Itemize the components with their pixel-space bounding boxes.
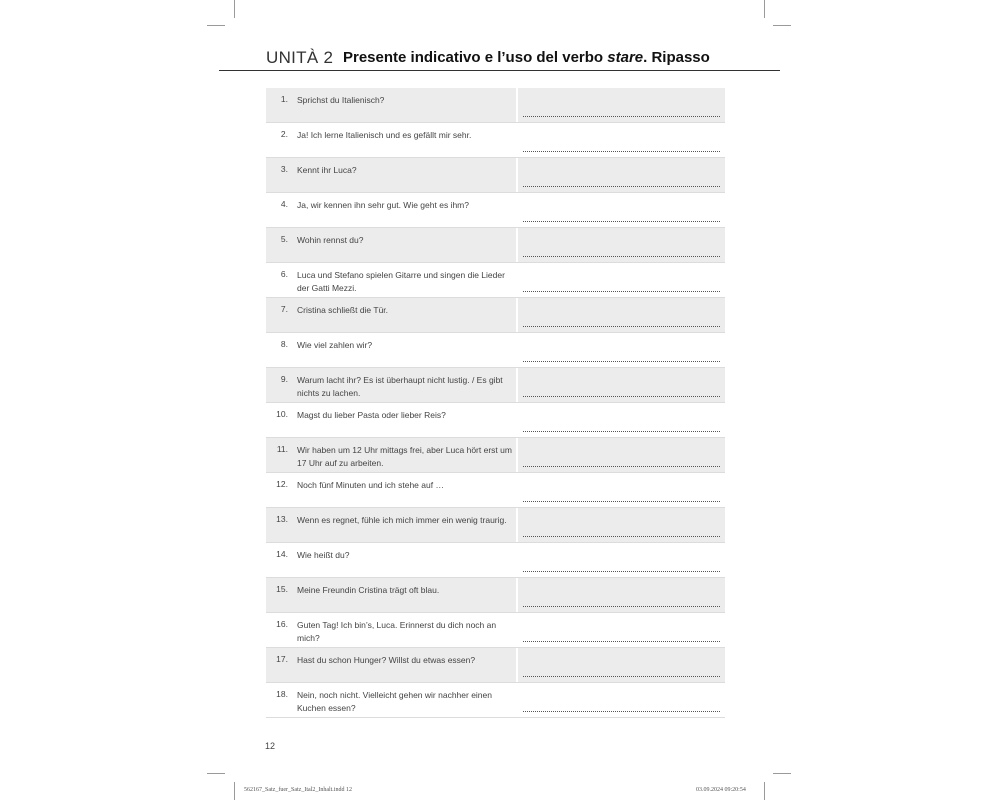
german-sentence: Wohin rennst du? bbox=[297, 235, 364, 245]
exercise-row bbox=[266, 228, 725, 263]
exercise-row bbox=[266, 88, 725, 123]
answer-line bbox=[523, 221, 720, 222]
item-number: 2. bbox=[280, 129, 288, 139]
german-sentence: Kennt ihr Luca? bbox=[297, 165, 357, 175]
german-sentence-cell bbox=[266, 508, 516, 542]
exercise-row bbox=[266, 263, 725, 298]
answer-field[interactable] bbox=[518, 298, 725, 332]
answer-field[interactable] bbox=[518, 543, 725, 577]
answer-field[interactable] bbox=[518, 613, 725, 647]
exercise-row bbox=[266, 438, 725, 473]
unit-label: UNITÀ 2 bbox=[266, 48, 334, 67]
crop-mark bbox=[773, 25, 791, 26]
answer-field[interactable] bbox=[518, 473, 725, 507]
german-sentence: Noch fünf Minuten und ich stehe auf … bbox=[297, 480, 444, 490]
answer-field[interactable] bbox=[518, 508, 725, 542]
title-part: . Ripasso bbox=[643, 49, 710, 66]
crop-mark bbox=[234, 782, 235, 800]
page-title bbox=[343, 49, 710, 66]
item-number: 14. bbox=[276, 549, 288, 559]
german-sentence-cell bbox=[266, 333, 516, 367]
exercise-row bbox=[266, 508, 725, 543]
exercise-row bbox=[266, 368, 725, 403]
item-number: 10. bbox=[276, 409, 288, 419]
answer-line bbox=[523, 116, 720, 117]
exercise-row bbox=[266, 333, 725, 368]
german-sentence-cell bbox=[266, 543, 516, 577]
exercise-row bbox=[266, 473, 725, 508]
exercise-row bbox=[266, 298, 725, 333]
answer-line bbox=[523, 186, 720, 187]
answer-line bbox=[523, 326, 720, 327]
german-sentence-cell bbox=[266, 403, 516, 437]
german-sentence-cell bbox=[266, 158, 516, 192]
german-sentence-cell bbox=[266, 88, 516, 122]
german-sentence: Nein, noch nicht. Vielleicht gehen wir nachher einen Kuchen essen? bbox=[297, 690, 492, 713]
german-sentence: Wenn es regnet, fühle ich mich immer ein wenig traurig. bbox=[297, 515, 507, 525]
exercise-row bbox=[266, 578, 725, 613]
exercise-table bbox=[266, 88, 725, 718]
exercise-row bbox=[266, 543, 725, 578]
crop-mark bbox=[234, 0, 235, 18]
title-part: Presente indicativo e l’uso del verbo bbox=[343, 49, 608, 66]
german-sentence: Hast du schon Hunger? Willst du etwas essen? bbox=[297, 655, 476, 665]
exercise-row bbox=[266, 193, 725, 228]
answer-line bbox=[523, 536, 720, 537]
answer-field[interactable] bbox=[518, 228, 725, 262]
answer-line bbox=[523, 571, 720, 572]
exercise-row bbox=[266, 158, 725, 193]
exercise-row bbox=[266, 403, 725, 438]
german-sentence: Warum lacht ihr? Es ist überhaupt nicht lustig. / Es gibt nichts zu lachen. bbox=[297, 375, 503, 398]
item-number: 5. bbox=[280, 234, 288, 244]
answer-line bbox=[523, 431, 720, 432]
answer-field[interactable] bbox=[518, 158, 725, 192]
answer-line bbox=[523, 466, 720, 467]
crop-mark bbox=[764, 782, 765, 800]
german-sentence-cell bbox=[266, 438, 516, 472]
german-sentence: Magst du lieber Pasta oder lieber Reis? bbox=[297, 410, 446, 420]
item-number: 9. bbox=[280, 374, 288, 384]
german-sentence-cell bbox=[266, 578, 516, 612]
crop-mark bbox=[764, 0, 765, 18]
item-number: 15. bbox=[276, 584, 288, 594]
answer-line bbox=[523, 676, 720, 677]
exercise-row bbox=[266, 683, 725, 718]
german-sentence-cell bbox=[266, 298, 516, 332]
german-sentence-cell bbox=[266, 368, 516, 402]
page-number: 12 bbox=[265, 741, 276, 751]
german-sentence-cell bbox=[266, 648, 516, 682]
footer-file-info: 562167_Satz_fuer_Satz_Ital2_Inhalt.indd 12 bbox=[244, 787, 352, 793]
german-sentence: Guten Tag! Ich bin’s, Luca. Erinnerst du dich noch an mich? bbox=[297, 620, 497, 643]
answer-field[interactable] bbox=[518, 403, 725, 437]
answer-field[interactable] bbox=[518, 263, 725, 297]
exercise-row bbox=[266, 613, 725, 648]
item-number: 3. bbox=[280, 164, 288, 174]
german-sentence: Luca und Stefano spielen Gitarre und singen die Lieder der Gatti Mezzi. bbox=[297, 270, 505, 293]
german-sentence-cell bbox=[266, 683, 516, 717]
answer-line bbox=[523, 291, 720, 292]
german-sentence: Sprichst du Italienisch? bbox=[297, 95, 385, 105]
german-sentence: Ja, wir kennen ihn sehr gut. Wie geht es ihm? bbox=[297, 200, 469, 210]
answer-field[interactable] bbox=[518, 648, 725, 682]
answer-line bbox=[523, 501, 720, 502]
answer-line bbox=[523, 711, 720, 712]
item-number: 4. bbox=[280, 199, 288, 209]
german-sentence: Wie viel zahlen wir? bbox=[297, 340, 373, 350]
answer-field[interactable] bbox=[518, 123, 725, 157]
item-number: 6. bbox=[280, 269, 288, 279]
german-sentence-cell bbox=[266, 263, 516, 297]
german-sentence-cell bbox=[266, 473, 516, 507]
crop-mark bbox=[207, 773, 225, 774]
german-sentence: Ja! Ich lerne Italienisch und es gefällt mir sehr. bbox=[297, 130, 472, 140]
page-header bbox=[219, 48, 780, 71]
item-number: 12. bbox=[276, 479, 288, 489]
answer-line bbox=[523, 361, 720, 362]
answer-field[interactable] bbox=[518, 683, 725, 717]
crop-mark bbox=[207, 25, 225, 26]
german-sentence-cell bbox=[266, 228, 516, 262]
item-number: 8. bbox=[280, 339, 288, 349]
answer-line bbox=[523, 256, 720, 257]
german-sentence: Wie heißt du? bbox=[297, 550, 350, 560]
answer-line bbox=[523, 396, 720, 397]
german-sentence: Cristina schließt die Tür. bbox=[297, 305, 389, 315]
item-number: 13. bbox=[276, 514, 288, 524]
item-number: 17. bbox=[276, 654, 288, 664]
answer-field[interactable] bbox=[518, 88, 725, 122]
title-italic: stare bbox=[607, 49, 644, 66]
answer-field[interactable] bbox=[518, 438, 725, 472]
answer-field[interactable] bbox=[518, 368, 725, 402]
answer-field[interactable] bbox=[518, 333, 725, 367]
answer-field[interactable] bbox=[518, 578, 725, 612]
exercise-row bbox=[266, 648, 725, 683]
item-number: 11. bbox=[276, 444, 288, 454]
german-sentence-cell bbox=[266, 193, 516, 227]
german-sentence: Wir haben um 12 Uhr mittags frei, aber Luca hört erst um 17 Uhr auf zu arbeiten. bbox=[297, 445, 512, 468]
german-sentence-cell bbox=[266, 613, 516, 647]
crop-mark bbox=[773, 773, 791, 774]
german-sentence: Meine Freundin Cristina trägt oft blau. bbox=[297, 585, 440, 595]
footer-timestamp: 03.09.2024 09:20:54 bbox=[696, 787, 746, 793]
exercise-row bbox=[266, 123, 725, 158]
item-number: 1. bbox=[280, 94, 288, 104]
german-sentence-cell bbox=[266, 123, 516, 157]
item-number: 18. bbox=[276, 689, 288, 699]
item-number: 16. bbox=[276, 619, 288, 629]
item-number: 7. bbox=[280, 304, 288, 314]
answer-line bbox=[523, 606, 720, 607]
answer-line bbox=[523, 151, 720, 152]
answer-line bbox=[523, 641, 720, 642]
answer-field[interactable] bbox=[518, 193, 725, 227]
